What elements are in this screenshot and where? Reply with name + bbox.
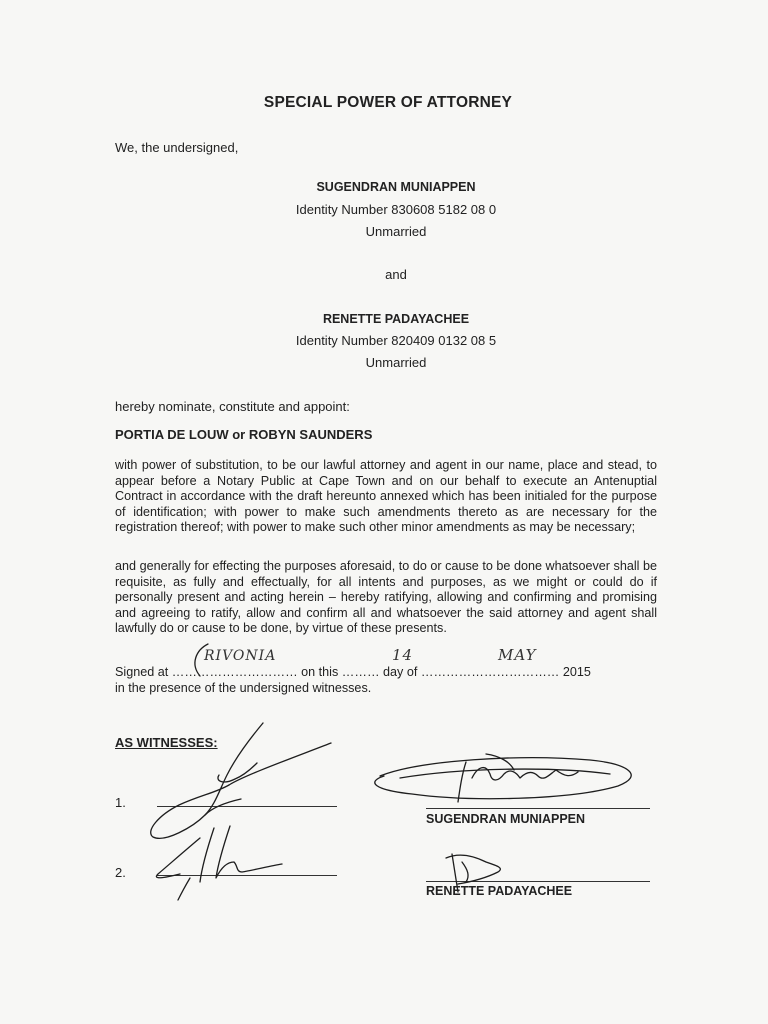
conjunction-and: and: [385, 267, 407, 282]
paragraph-substitution: with power of substitution, to be our lawful attorney and agent in our name, place and stead, to appear before a Notary Public at Cape Town and on our behalf to execute an Antenuptial Contract in accordance with the draft hereunto annexed which has been initialed for the purpose of identification; with power to make such amendments thereto as are necessary for the registration thereof; with power to make such other minor amendments as may be necessary;: [115, 458, 657, 535]
party1-identity: Identity Number 830608 5182 08 0: [295, 202, 497, 217]
witness-2-signature: [150, 818, 290, 903]
opening-line: We, the undersigned,: [115, 140, 239, 155]
on-this-label: on this: [301, 665, 339, 679]
party1-status: Unmarried: [365, 224, 427, 239]
signatory-1-name: SUGENDRAN MUNIAPPEN: [426, 812, 586, 826]
party2-identity: Identity Number 820409 0132 08 5: [295, 333, 497, 348]
witness-number-1: 1.: [115, 795, 126, 810]
handwritten-place: RIVONIA: [204, 648, 277, 664]
document-title: SPECIAL POWER OF ATTORNEY: [263, 94, 513, 111]
signatory-2-name: RENETTE PADAYACHEE: [426, 884, 573, 898]
signatory-1-signature: [360, 742, 650, 808]
party2-name: RENETTE PADAYACHEE: [322, 312, 470, 326]
handwritten-day: 14: [392, 646, 414, 664]
day-dots: ………: [341, 665, 380, 679]
year: 2015: [562, 665, 591, 679]
place-flourish-mark: [186, 640, 216, 680]
signed-prefix: Signed at: [115, 665, 169, 679]
day-of-label: day of: [383, 665, 418, 679]
place-dots: …………………………: [171, 665, 298, 679]
party2-status: Unmarried: [365, 355, 427, 370]
party1-name: SUGENDRAN MUNIAPPEN: [316, 180, 476, 194]
witnesses-heading: AS WITNESSES:: [115, 735, 218, 750]
signatory-1-signature-line: [426, 808, 650, 809]
paragraph-ratification: and generally for effecting the purposes aforesaid, to do or cause to be done whatsoever shall be requisite, as fully and effectually, for all intents and purposes, as we might or could do if personally present and acting herein – hereby ratifying, allowing and confirming and promising and agreeing to ratify, allow and confirm all and whatsoever the said attorney and agent shall lawfully do or cause to be done, by virtue of these presents.: [115, 559, 657, 636]
nominate-line: hereby nominate, constitute and appoint:: [115, 399, 350, 414]
presence-line: in the presence of the undersigned witnesses.: [115, 681, 372, 695]
month-dots: ……………………………: [420, 665, 560, 679]
attorneys-names: PORTIA DE LOUW or ROBYN SAUNDERS: [115, 427, 373, 442]
witness-number-2: 2.: [115, 865, 126, 880]
handwritten-month: MAY: [498, 646, 537, 664]
